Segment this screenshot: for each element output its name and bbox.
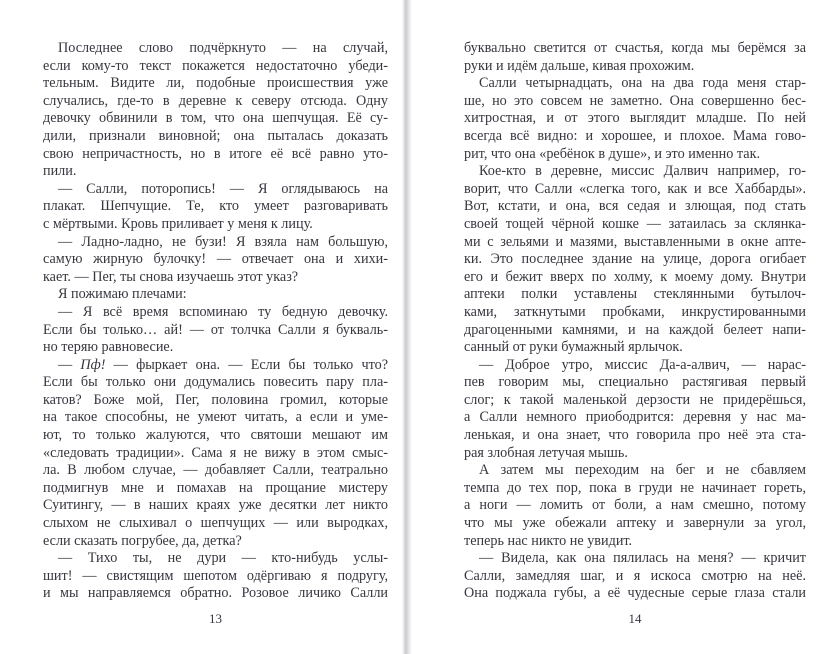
page-spine-divider <box>402 0 412 654</box>
text-line: Салли, замедляя шаг, и я искоса смотрю на неё. <box>464 567 806 584</box>
text-line: а ноги — ломить от боли, а нам смешно, потому <box>464 497 806 514</box>
text-line: руки и идём дальше, кивая прохожим. <box>464 57 695 74</box>
text-line: его и бежит вверх по холму, к моему дому. Внутри <box>464 268 806 285</box>
page-text <box>464 40 806 603</box>
text-line: шит! — свистящим шепотом одёргиваю я подругу, <box>43 567 388 584</box>
page-right <box>412 0 820 654</box>
text-line: ла. В любом случае, — добавляет Салли, театрально <box>43 462 388 479</box>
text-line: ками, заткнутыми пробками, инкрустированными <box>464 303 806 320</box>
text-line: на такое способны, не умеют читать, а если и уме- <box>43 409 388 426</box>
text-line: ми с зельями и мазями, выставленными в окне апте- <box>464 233 806 250</box>
text-line: если сказать погрубее, да, детка? <box>43 532 242 549</box>
text-line: темпа до тех пор, пока в груди не начинает гореть, <box>464 479 806 496</box>
text-line: аптеки полки уставлены стеклянными бутылоч- <box>464 286 806 303</box>
text-line: плакат. Шепчущие. Те, кто умеет разговаривать <box>43 198 388 215</box>
text-line: катов? Боже мой, Пег, половина громил, которые <box>43 391 388 408</box>
text-line: самую жирную булочку! — отвечает она и хихи- <box>43 251 388 268</box>
text-line: дили, признали виновной; она пыталась доказать <box>43 127 388 144</box>
text-line: но теряю равновесие. <box>43 339 174 356</box>
text-line: Она поджала губы, а её чудесные серые глаза стали <box>464 585 806 602</box>
text-line: Салли четырнадцать, она на два года меня стар- <box>479 75 806 92</box>
text-line: — Я всё время вспоминаю ту бедную девочку. <box>58 303 388 320</box>
page-left <box>0 0 403 654</box>
text-line: Если бы только… ай! — от толчка Салли я букваль- <box>43 321 388 338</box>
text-line: своей тощей чёрной кошке — затаилась за склянка- <box>464 215 806 232</box>
text-line: санный от руки бумажный ярлычок. <box>464 339 683 356</box>
text-line: «следовать традиции». Сама я не вижу в этом смыс- <box>43 444 388 461</box>
text-line: — Салли, поторопись! — Я оглядываюсь на <box>58 180 388 197</box>
page-number: 14 <box>628 611 642 626</box>
text-line: с мёртвыми. Кровь приливает у меня к лицу. <box>43 215 313 232</box>
text-line: ки. Это последнее здание на улице, дорога огибает <box>464 251 806 268</box>
text-line: тельным. Видите ли, подобные происшествия уже <box>43 75 388 92</box>
text-line: что мы уже обежали аптеку и завернули за угол, <box>464 515 806 532</box>
text-line: буквально светится от счастья, когда мы берёмся за <box>464 40 806 56</box>
text-line: Я пожимаю плечами: <box>58 286 187 303</box>
text-line: теперь нас никто не увидит. <box>464 532 633 549</box>
text-line: — Видела, как она пялилась на меня? — кричит <box>479 550 806 567</box>
text-line: слыхом не слыхивал о шепчущих — или выродках, <box>43 515 388 532</box>
text-line: пили. <box>43 163 77 180</box>
text-line: рит, что она «ребёнок в душе», и это именно так. <box>464 145 761 162</box>
text-line: девочку обвинили в том, что она шепчущая. Её су- <box>43 110 388 127</box>
text-line: всегда всё видно: и хорошее, и плохое. Мама гово- <box>464 127 806 144</box>
text-line: Кое-кто в деревне, миссис Далвич например, го- <box>479 163 806 180</box>
text-line: ше, но это совсем не заметно. Она совершенно бес- <box>464 92 806 109</box>
page-text <box>43 40 388 603</box>
text-line: если кому-то текст покажется недостаточно убеди- <box>43 57 388 74</box>
text-line: драгоценными камнями, и на каждой белеет напи- <box>464 321 806 338</box>
text-line: Если бы только они додумались повесить пару пла- <box>43 374 388 391</box>
page-number: 13 <box>209 611 222 626</box>
text-line: ворит, что Салли «слегка того, как и все Хаббарды». <box>464 180 806 197</box>
text-line: хитростная, и от этого выглядит младше. По ней <box>464 110 806 127</box>
text-line: — Тихо ты, не дури — кто-нибудь услы- <box>58 550 388 567</box>
text-line: а Салли немного приободрится: деревня у нас ма- <box>464 409 806 426</box>
text-line: пев говорим мы, специально растягивая первый <box>464 374 806 391</box>
text-line: свою непричастность, но в итоге её всё равно уто- <box>43 145 388 162</box>
text-line: — Пф! — фыркает она. — Если бы только что? <box>58 356 389 373</box>
text-line: ют, то только жалуются, что святоши мешают им <box>43 427 388 444</box>
text-line: кает. — Пег, ты снова изучаешь этот указ? <box>43 268 299 285</box>
text-line: Суитингу, — в наших краях уже десятки лет никто <box>43 497 388 514</box>
text-line: А затем мы переходим на бег и не сбавляем <box>479 462 806 479</box>
text-line: слог; к такой маленькой дерзости не придерёшься, <box>464 391 806 408</box>
text-line: рая злобная летучая мышь. <box>464 444 628 461</box>
text-line: случались, где-то в деревне к северу отсюда. Одну <box>43 92 388 109</box>
text-line: — Ладно-ладно, не бузи! Я взяла нам большую, <box>58 233 388 250</box>
text-line: и мы направляемся обратно. Розовое личико Салли <box>43 585 388 602</box>
text-line: подмигнув мне и помахав на прощание мистеру <box>43 479 388 496</box>
text-line: ленькая, и она знает, что говорила про неё эта ста- <box>464 427 806 444</box>
text-line: Вот, кстати, и она, вся седая и злющая, под стать <box>464 198 806 215</box>
text-line: — Доброе утро, миссис Да-а-алвич, — нарас- <box>479 356 806 373</box>
text-line: Последнее слово подчёркнуто — на случай, <box>58 40 388 56</box>
